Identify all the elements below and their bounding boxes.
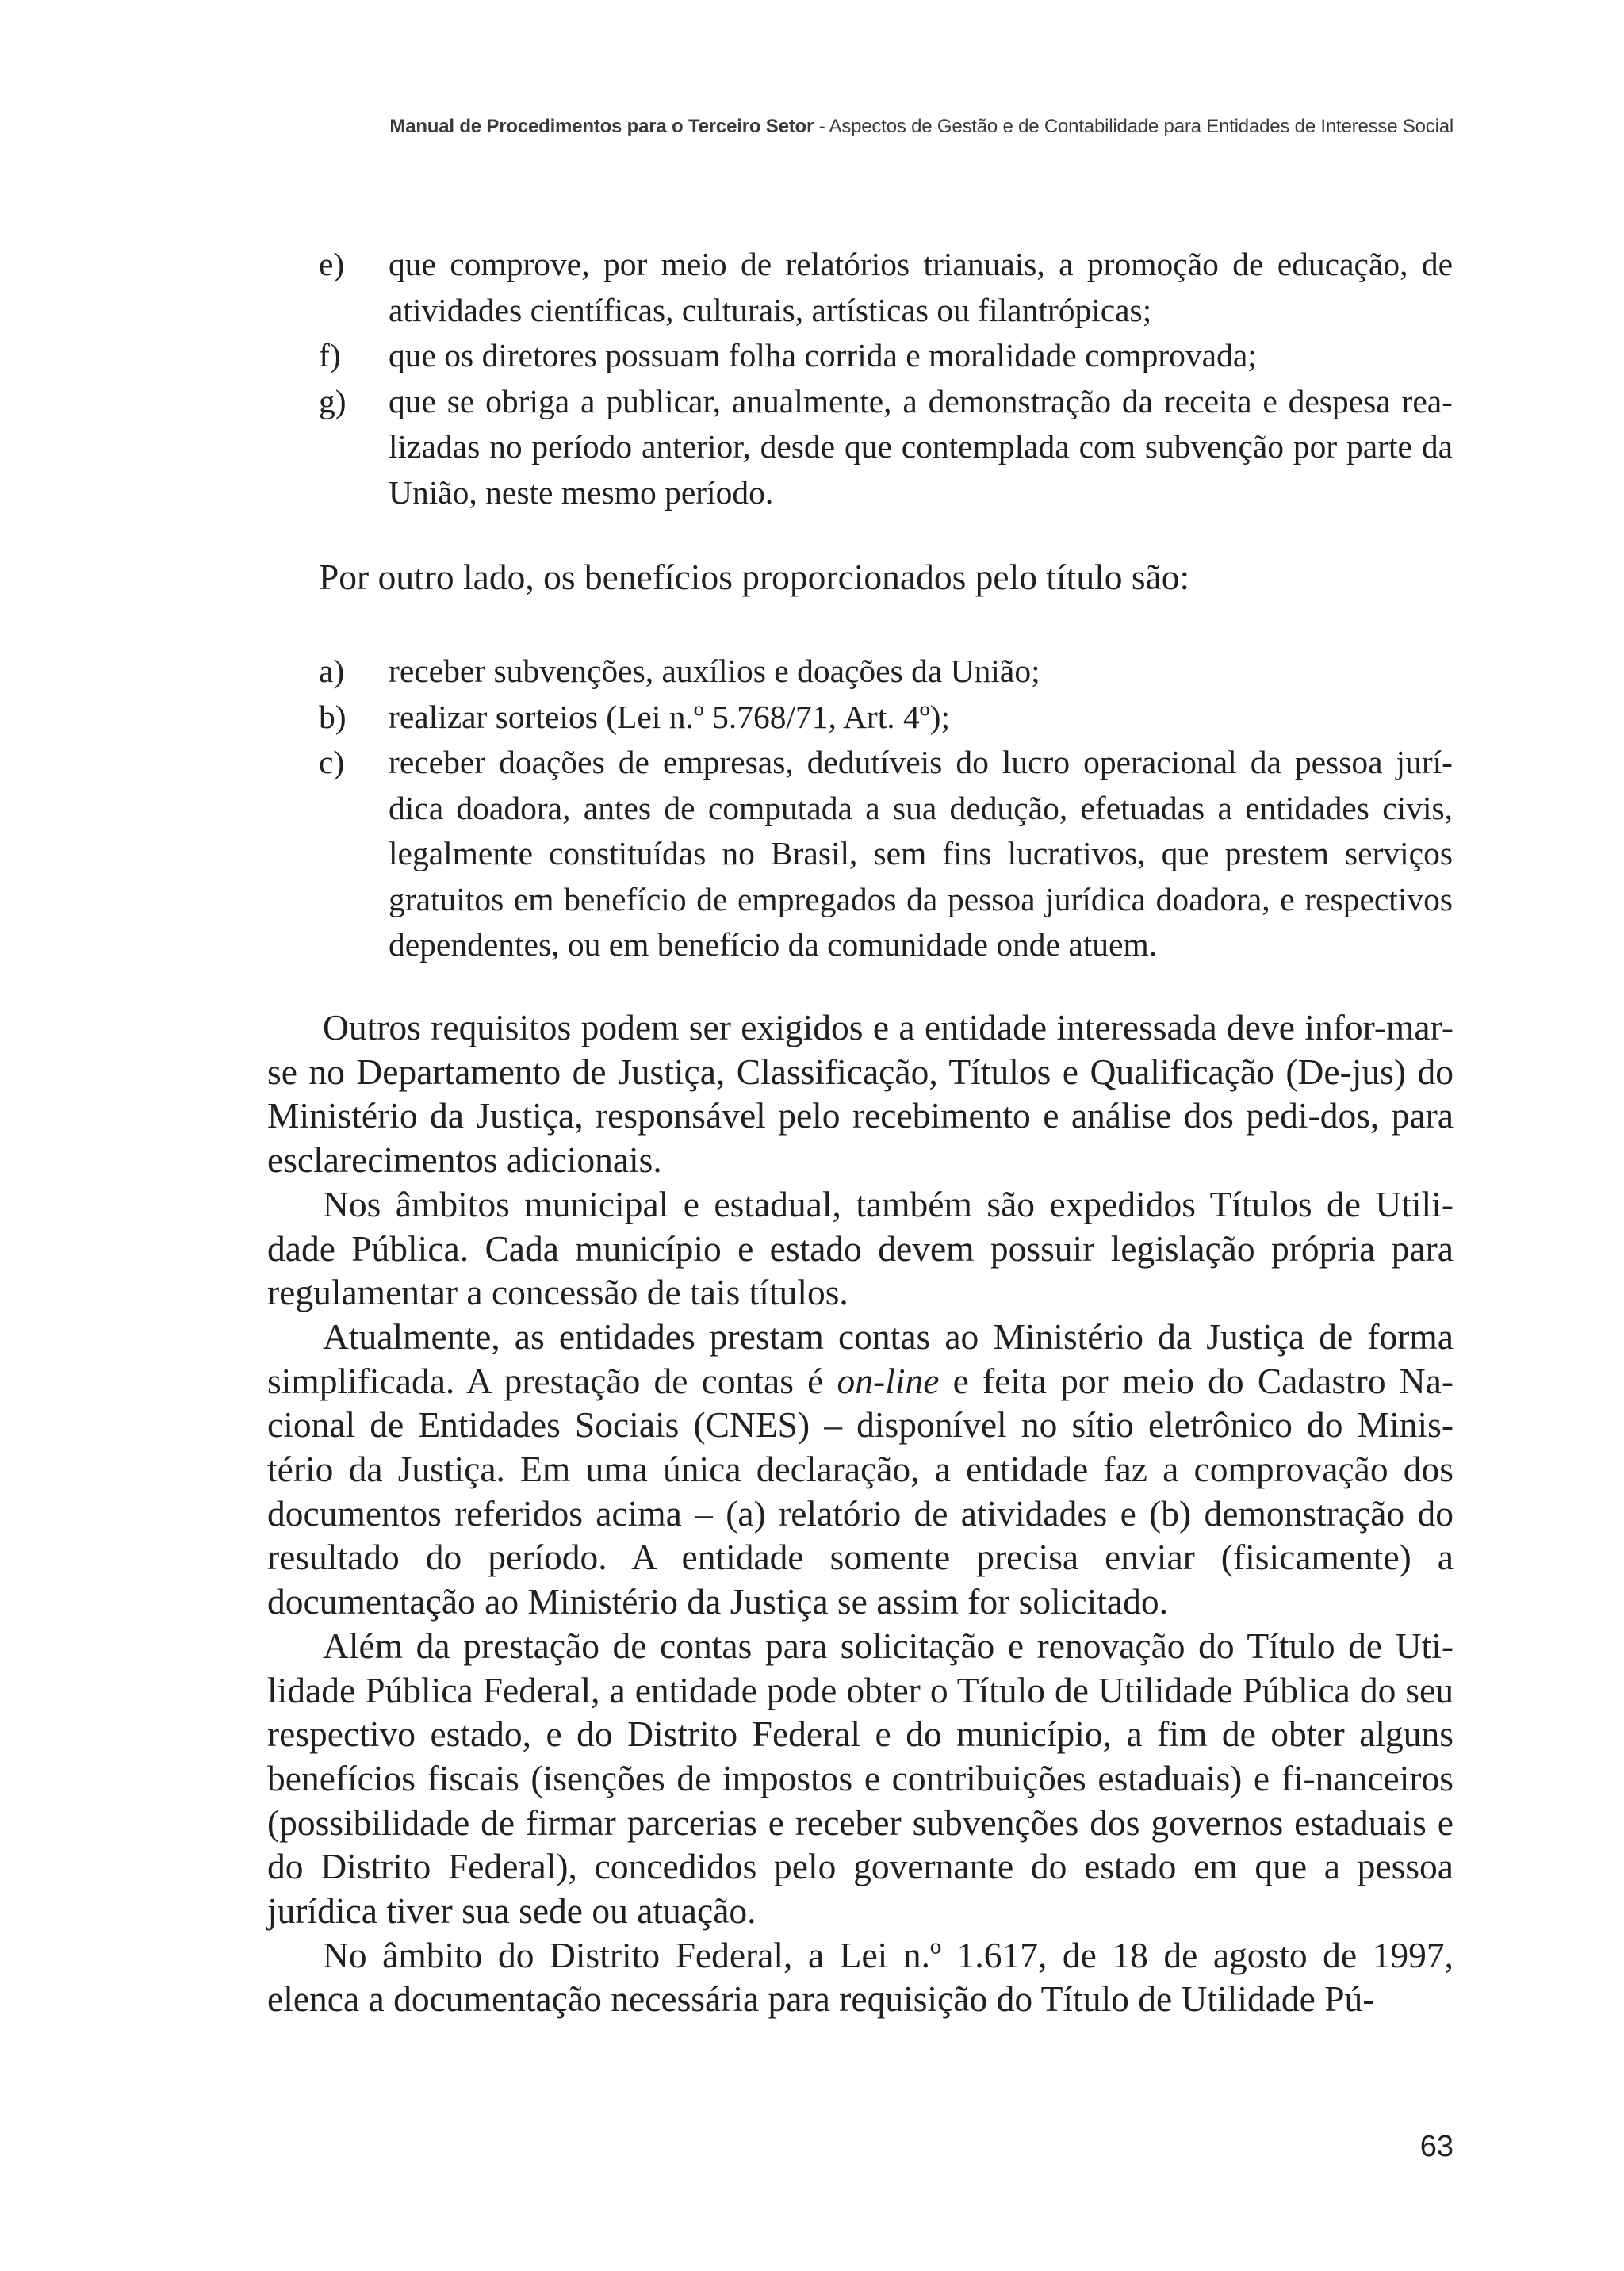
paragraph-text: e feita por meio do Cadastro Na-cional de Entidades Sociais (CNES) – disponível no sítio eletrônico do Minis-tério da Justiça. Em uma única declaração, a entidade faz a comprovação dos documentos referidos acima – (a) relatório de atividades e (b) demonstração do resultado do período. A entidade somente precisa enviar (fisicamente) a documentação ao Ministério da Justiça se assim for solicitado. (267, 1360, 1454, 1622)
paragraph-state-title: Além da prestação de contas para solicitação e renovação do Título de Uti-lidade Pública Federal, a entidade pode obter o Título de Utilidade Pública do seu respectivo estado, e do Distrito Federal e do município, a fim de obter alguns benefícios fiscais (isenções de impostos e contribuições estaduais) e fi-nanceiros (possibilidade de firmar parcerias e receber subvenções dos governos estaduais e do Distrito Federal), concedidos pelo governante do estado em que a pessoa jurídica tiver sua sede ou atuação. (267, 1625, 1454, 1932)
list-item-c (319, 740, 1453, 968)
header-separator: - (814, 116, 829, 137)
requirements-list (319, 242, 1453, 515)
list-item-g (319, 379, 1453, 516)
paragraph-municipal-state: Nos âmbitos municipal e estadual, também são expedidos Títulos de Utili-dade Pública. Cada município e estado devem possuir legislação própria para regulamentar a concessão de tais títulos. (267, 1183, 1454, 1313)
list-marker: a) (319, 653, 345, 689)
benefits-list (319, 649, 1453, 968)
list-item-text: que os diretores possuam folha corrida e moralidade comprovada; (389, 337, 1257, 373)
list-marker: g) (319, 382, 347, 419)
paragraph-accountability (267, 1315, 1454, 1624)
list-marker: e) (319, 246, 345, 282)
list-marker: b) (319, 698, 347, 735)
italic-term: on-line (837, 1360, 940, 1401)
paragraph-other-requirements: Outros requisitos podem ser exigidos e a entidade interessada deve infor-mar-se no Departamento de Justiça, Classificação, Títulos e Qualificação (De-jus) do Ministério da Justiça, responsável pelo recebimento e análise dos pedi-dos, para esclarecimentos adicionais. (267, 1007, 1454, 1181)
header-subtitle: Aspectos de Gestão e de Contabilidade para Entidades de Interesse Social (829, 116, 1454, 137)
list-item-text: realizar sorteios (Lei n.º 5.768/71, Art. 4º); (389, 698, 950, 735)
paragraph-text: Atualmente, as entidades prestam contas ao Ministério da Justiça de forma simplificada. A prestação de contas é (267, 1315, 1454, 1401)
page-number: 63 (1419, 2130, 1454, 2163)
list-marker: c) (319, 744, 345, 780)
list-item-text: que comprove, por meio de relatórios trianuais, a promoção de educação, de atividades científicas, culturais, artísticas ou filantrópicas; (389, 246, 1453, 328)
header-title: Manual de Procedimentos para o Terceiro Setor (389, 116, 814, 137)
list-item-text: receber subvenções, auxílios e doações da União; (389, 653, 1040, 689)
list-item-f (319, 333, 1453, 379)
list-marker: f) (319, 337, 341, 373)
body-text (267, 1005, 1454, 2021)
benefits-intro: Por outro lado, os benefícios proporcionados pelo título são: (319, 557, 1190, 597)
list-item-text: receber doações de empresas, dedutíveis do lucro operacional da pessoa jurí-dica doadora, antes de computada a sua dedução, efetuadas a entidades civis, legalmente constituídas no Brasil, sem fins lucrativos, que prestem serviços gratuitos em benefício de empregados da pessoa jurídica doadora, e respectivos dependentes, ou em benefício da comunidade onde atuem. (389, 744, 1453, 963)
running-header (389, 113, 1454, 140)
paragraph-distrito-federal: No âmbito do Distrito Federal, a Lei n.º 1.617, de 18 de agosto de 1997, elenca a documentação necessária para requisição do Título de Utilidade Pú- (267, 1934, 1454, 2020)
list-item-b (319, 695, 1453, 741)
list-item-text: que se obriga a publicar, anualmente, a demonstração da receita e despesa rea-lizadas no período anterior, desde que contemplada com subvenção por parte da União, neste mesmo período. (389, 382, 1453, 511)
list-item-e (319, 242, 1453, 333)
list-item-a (319, 649, 1453, 695)
